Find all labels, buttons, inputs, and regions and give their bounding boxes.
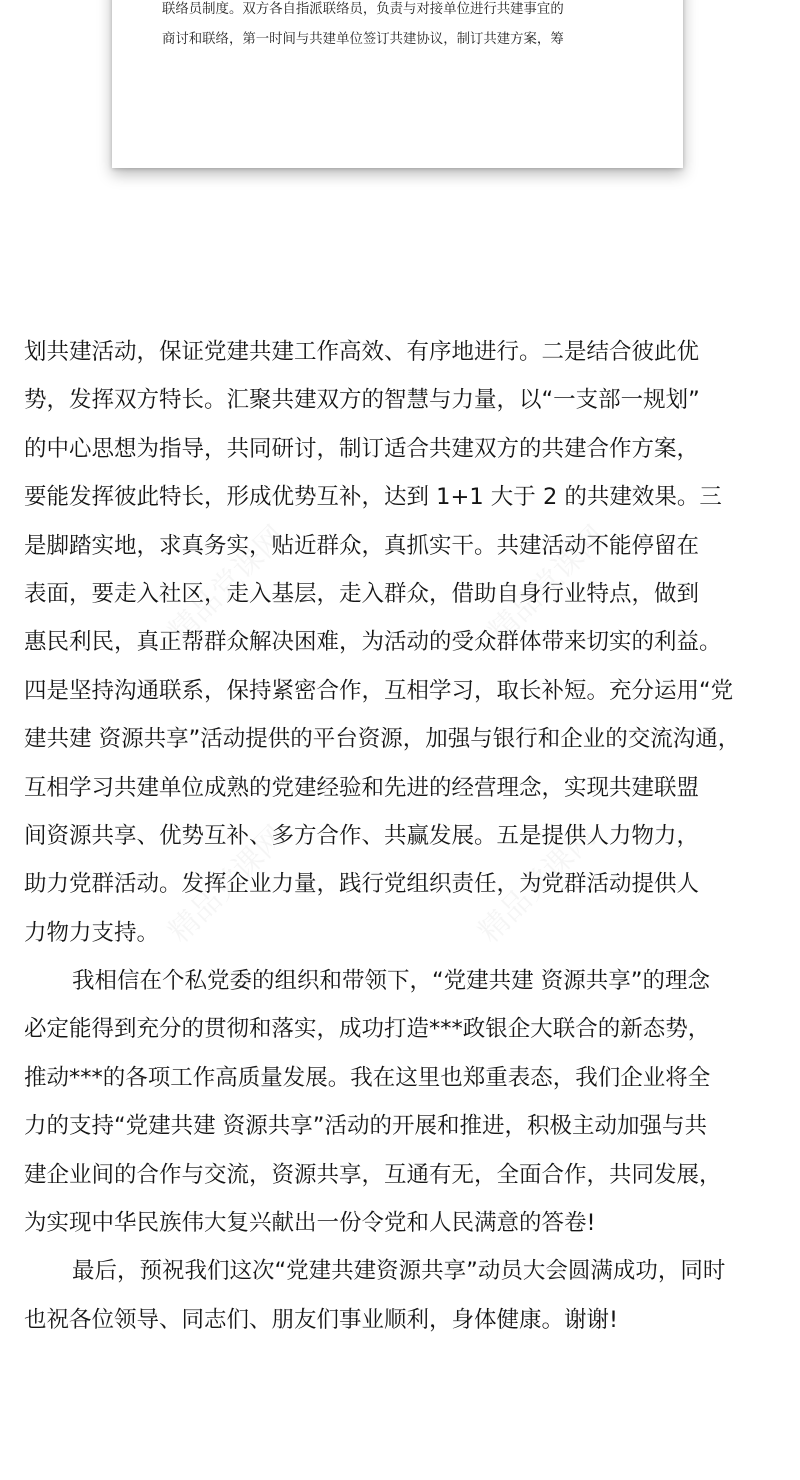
body-line: 是脚踏实地，求真务实，贴近群众，真抓实干。共建活动不能停留在: [24, 532, 700, 559]
body-line: 互相学习共建单位成熟的党建经验和先进的经营理念，实现共建联盟: [24, 774, 700, 801]
watermark: 精品党课网: [482, 519, 613, 650]
body-line: 四是坚持沟通联系，保持紧密合作，互相学习，取长补短。充分运用“党: [24, 677, 734, 704]
body-line: 势，发挥双方特长。汇聚共建双方的智慧与力量，以“一支部一规划”: [24, 387, 700, 414]
watermark: 精品党课网: [162, 519, 293, 650]
preview-line: 联络员制度。双方各自指派联络员，负责与对接单位进行共建事宜的: [162, 2, 564, 17]
body-line: 要能发挥彼此特长，形成优势互补，达到 1+1 大于 2 的共建效果。三: [24, 484, 722, 511]
watermark: 精品党课网: [162, 819, 293, 950]
body-line: 力的支持“党建共建 资源共享”活动的开展和推进，积极主动加强与共: [24, 1113, 707, 1140]
body-line: 的中心思想为指导，共同研讨，制订适合共建双方的共建合作方案，: [24, 435, 700, 462]
body-line: 推动***的各项工作高质量发展。我在这里也郑重表态，我们企业将全: [24, 1064, 711, 1091]
body-line: 力物力支持。: [24, 919, 160, 946]
body-line: 我相信在个私党委的组织和带领下，“党建共建 资源共享”的理念: [72, 968, 710, 995]
body-line: 建共建 资源共享”活动提供的平台资源，加强与银行和企业的交流沟通，: [24, 726, 741, 753]
body-line: 建企业间的合作与交流，资源共享，互通有无，全面合作，共同发展，: [24, 1161, 722, 1188]
body-line: 助力党群活动。发挥企业力量，践行党组织责任，为党群活动提供人: [24, 871, 700, 898]
document-body: [24, 328, 794, 1344]
body-line: 间资源共享、优势互补、多方合作、共赢发展。五是提供人力物力，: [24, 822, 700, 849]
body-line: 惠民利民，真正帮群众解决困难，为活动的受众群体带来切实的利益。: [24, 629, 722, 656]
document-preview-card: [112, 0, 683, 168]
watermark: 精品党课网: [472, 819, 603, 950]
body-line: 也祝各位领导、同志们、朋友们事业顺利，身体健康。谢谢!: [24, 1306, 619, 1333]
body-line: 为实现中华民族伟大复兴献出一份令党和人民满意的答卷!: [24, 1210, 596, 1237]
preview-line: 商讨和联络，第一时间与共建单位签订共建协议，制订共建方案，筹: [162, 32, 564, 47]
body-line: 最后，预祝我们这次“党建共建资源共享”动员大会圆满成功，同时: [72, 1258, 726, 1285]
body-line: 划共建活动，保证党建共建工作高效、有序地进行。二是结合彼此优: [24, 339, 700, 365]
body-line: 表面，要走入社区，走入基层，走入群众，借助自身行业特点，做到: [24, 580, 700, 607]
body-line: 必定能得到充分的贯彻和落实，成功打造***政银企大联合的新态势，: [24, 1016, 711, 1043]
